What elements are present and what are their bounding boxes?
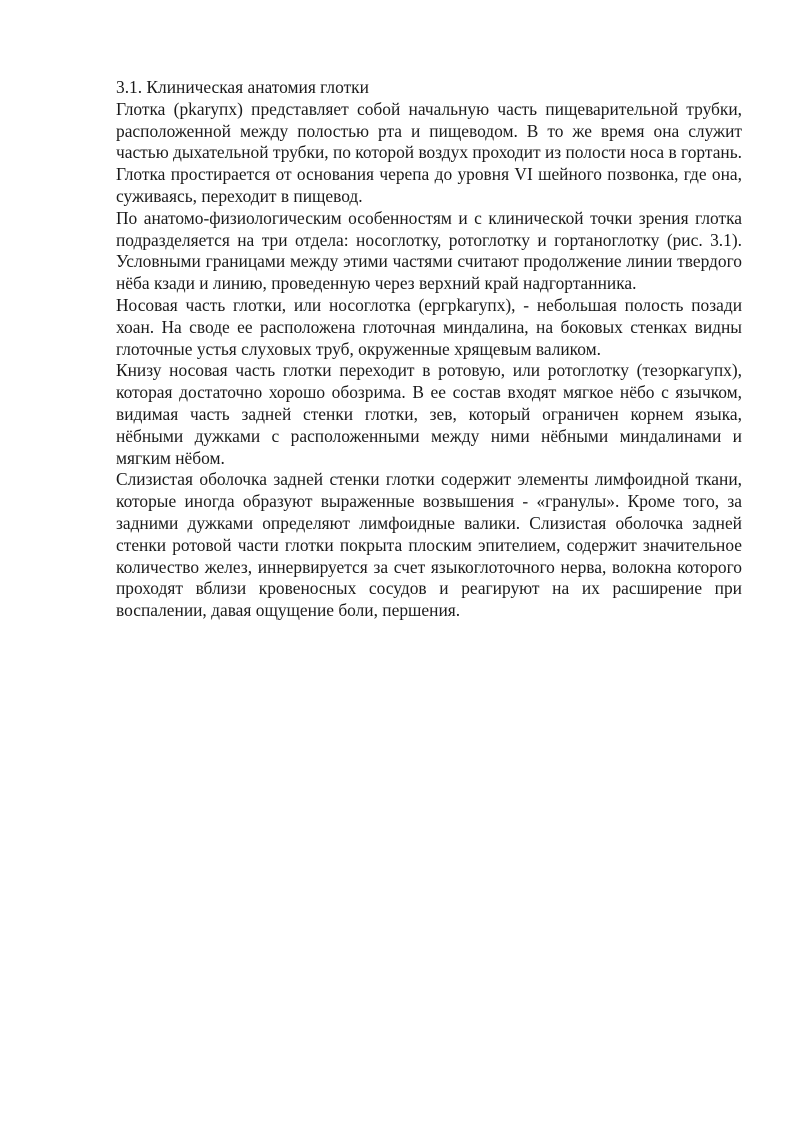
section-heading: 3.1. Клиническая анатомия глотки (116, 77, 369, 97)
paragraph-oropharynx: Книзу носовая часть глотки переходит в ротовую, или ротоглотку (тезоркагупх), которая достаточно хорошо обозрима. В ее состав входят мягкое нёбо с язычком, видимая часть задней стенки глотки, зев, который ограничен корнем языка, нёбными дужками с расположенными между ними нёбными миндалинами и мягким нёбом. (116, 360, 742, 468)
paragraph-pharynx-divisions: По анатомо-физиологическим особенностям и с клинической точки зрения глотка подразделяется на три отдела: носоглотку, ротоглотку и гортаноглотку (рис. 3.1). Условными границами между этими частями считают продолжение линии твердого нёба кзади и линию, проведенную через верхний край надгортанника. (116, 207, 742, 294)
paragraph-pharynx-definition: Глотка (pkaryпx) представляет собой начальную часть пищеварительной трубки, расположенной между полостью рта и пищеводом. В то же время она служит частью дыхательной трубки, по которой воздух проходит из полости носа в гортань. Глотка простирается от основания черепа до уровня VI шейного позвонка, где она, суживаясь, переходит в пищевод. (116, 98, 743, 206)
paragraph-nasopharynx: Носовая часть глотки, или носоглотка (epгpkaryпx), - небольшая полость позади хоан. На своде ее расположена глоточная миндалина, на боковых стенках видны глоточные устья слуховых труб, окруженные хрящевым валиком. (116, 294, 742, 359)
document-body (116, 77, 742, 622)
paragraph-mucosa: Слизистая оболочка задней стенки глотки содержит элементы лимфоидной ткани, которые иногда образуют выраженные возвышения - «гранулы». Кроме того, за задними дужками определяют лимфоидные валики. Слизистая оболочка задней стенки ротовой части глотки покрыта плоским эпителием, содержит значительное количество желез, иннервируется за счет языкоглоточного нерва, волокна которого проходят вблизи кровеносных сосудов и реагируют на их расширение при воспалении, давая ощущение боли, першения. (116, 469, 742, 621)
